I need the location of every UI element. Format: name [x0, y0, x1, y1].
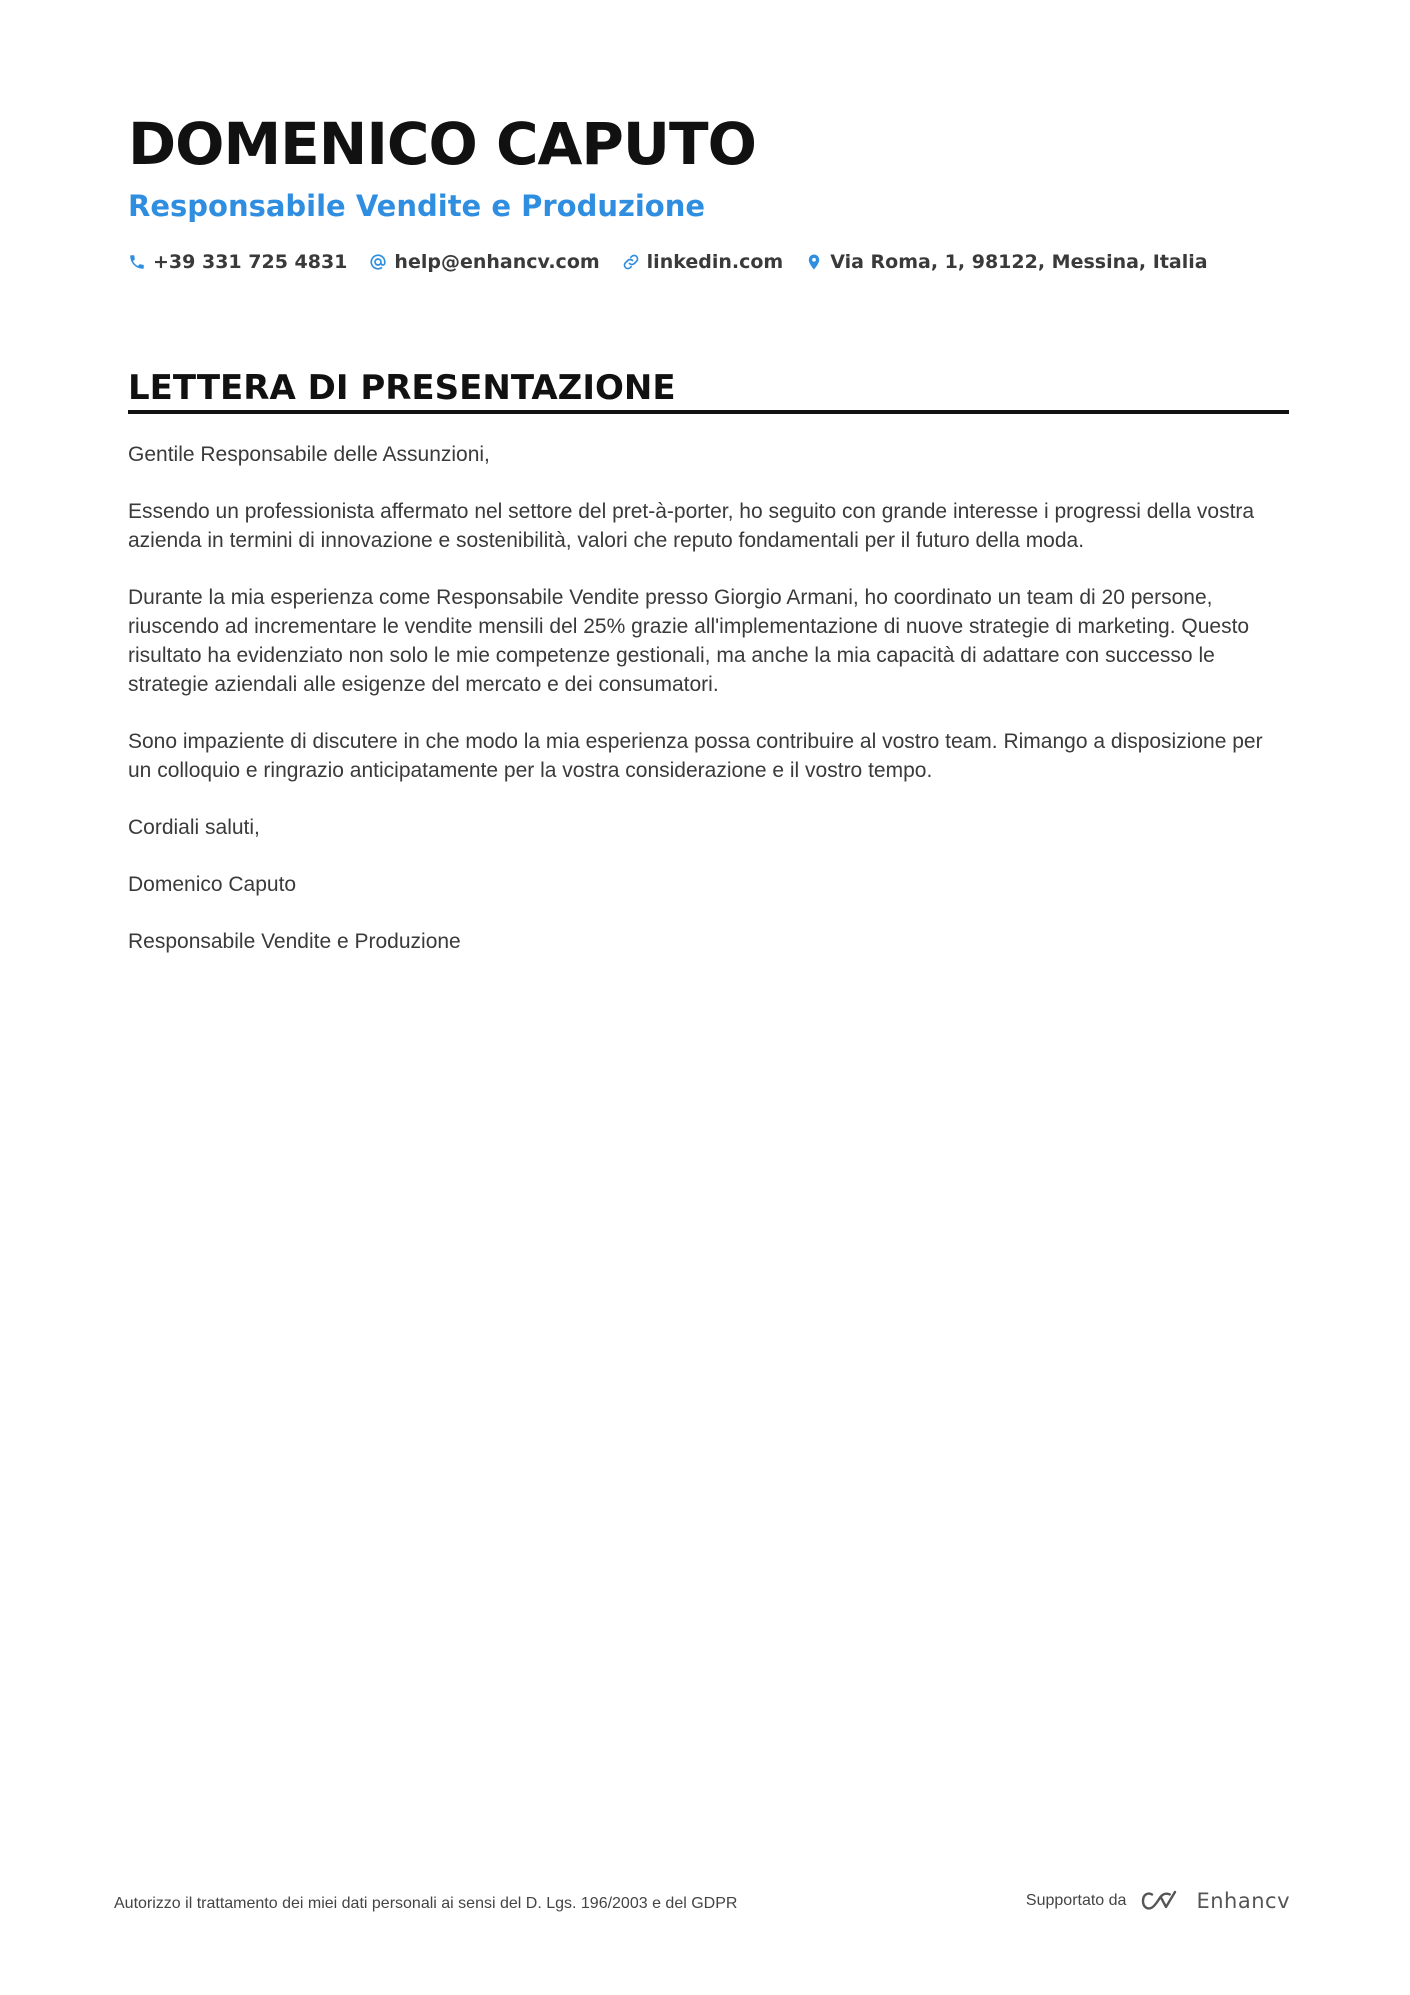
powered-by-label: Supportato da — [1025, 1892, 1127, 1909]
section-title: LETTERA DI PRESENTAZIONE — [128, 368, 676, 408]
enhancv-logo-icon — [1138, 1888, 1184, 1914]
candidate-role: Responsabile Vendite e Produzione — [128, 189, 706, 223]
letter-paragraph: Essendo un professionista affermato nel settore del pret-à-porter, ho seguito con grande interesse i progressi della vostra azienda in termini di innovazione e sostenibilità, valori che reputo fondamentali per il futuro della moda. — [128, 500, 1255, 552]
letter-body — [128, 440, 1288, 984]
letter-closing: Cordiali saluti, — [128, 816, 260, 839]
phone-icon — [128, 253, 146, 271]
contact-address — [805, 250, 1207, 274]
link-icon — [622, 253, 640, 271]
contact-list — [128, 250, 1288, 274]
contact-phone — [128, 250, 347, 274]
location-pin-icon — [805, 253, 823, 271]
contact-linkedin[interactable] — [622, 250, 784, 274]
letter-paragraph: Sono impaziente di discutere in che modo la mia esperienza possa contribuire al vostro team. Rimango a disposizione per un colloquio e ringrazio anticipatamente per la vostra considerazione e il vostro tempo. — [128, 730, 1263, 782]
header — [128, 108, 1288, 274]
linkedin-link[interactable]: linkedin.com — [646, 251, 784, 273]
powered-by[interactable] — [1026, 1888, 1290, 1914]
letter-signature-name: Domenico Caputo — [128, 873, 297, 896]
brand-name[interactable]: Enhancv — [1196, 1889, 1290, 1913]
privacy-consent: Autorizzo il trattamento dei miei dati personali ai sensi del D. Lgs. 196/2003 e del GDPR — [114, 1895, 738, 1912]
letter-signature-role: Responsabile Vendite e Produzione — [128, 930, 461, 953]
candidate-name: DOMENICO CAPUTO — [128, 110, 756, 178]
at-icon — [369, 253, 387, 271]
email-address[interactable]: help@enhancv.com — [394, 251, 600, 273]
letter-salutation: Gentile Responsabile delle Assunzioni, — [128, 443, 490, 466]
letter-paragraph: Durante la mia esperienza come Responsabile Vendite presso Giorgio Armani, ho coordinato un team di 20 persone, riuscendo ad incrementare le vendite mensili del 25% grazie all'implementazione di nuove strategie di marketing. Questo risultato ha evidenziato non solo le mie competenze gestionali, ma anche la mia capacità di adattare con successo le strategie aziendali alle esigenze del mercato e dei consumatori. — [128, 586, 1250, 696]
section-divider — [128, 410, 1289, 414]
phone-number: +39 331 725 4831 — [153, 251, 348, 273]
address: Via Roma, 1, 98122, Messina, Italia — [830, 251, 1208, 273]
contact-email[interactable] — [369, 250, 599, 274]
